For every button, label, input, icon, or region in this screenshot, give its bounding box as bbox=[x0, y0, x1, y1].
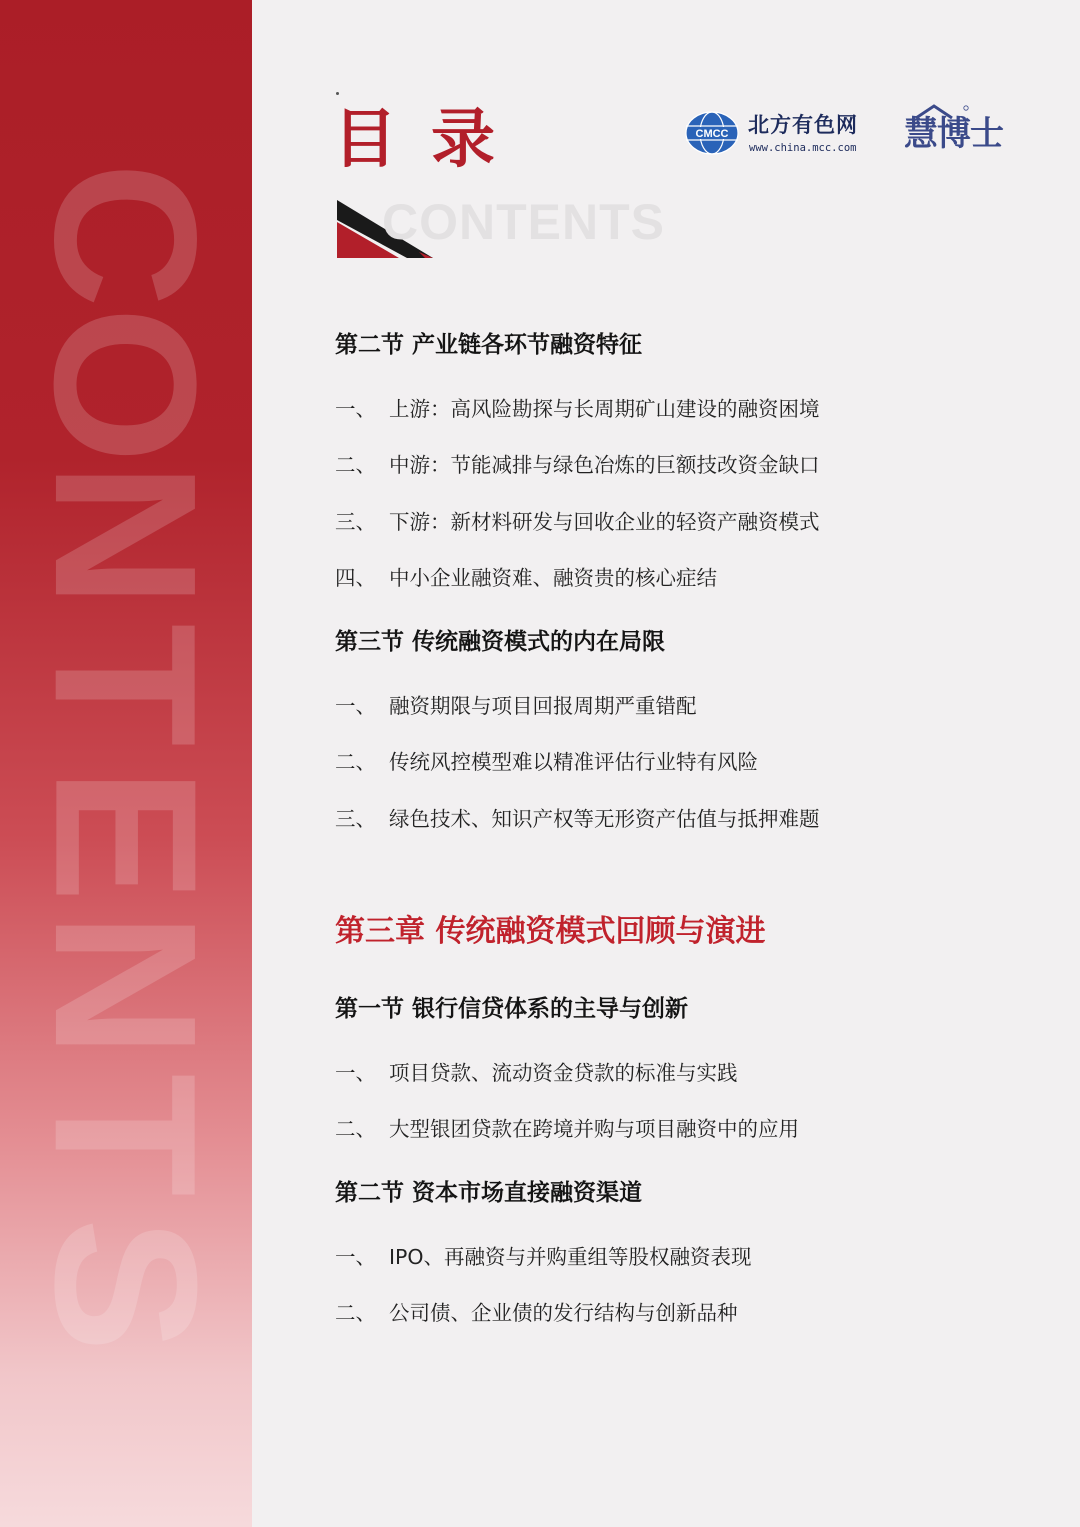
toc-item-text: 公司债、企业债的发行结构与创新品种 bbox=[389, 1301, 738, 1325]
toc-item-text: 中游：节能减排与绿色冶炼的巨额技改资金缺口 bbox=[389, 453, 820, 477]
toc-section-heading[interactable]: 第三节 传统融资模式的内在局限 bbox=[335, 629, 666, 655]
toc-item-number: 三、 bbox=[335, 510, 376, 534]
toc-item-text: 绿色技术、知识产权等无形资产估值与抵押难题 bbox=[389, 807, 820, 831]
huiboshi-logo-text: 慧博士 bbox=[904, 114, 1003, 154]
toc-item[interactable] bbox=[335, 1111, 799, 1147]
toc-item-number: 一、 bbox=[335, 1245, 376, 1269]
cmcc-globe-logo bbox=[684, 110, 740, 156]
contents-subtitle: CONTENTS bbox=[382, 194, 665, 250]
sidebar-letter: S bbox=[12, 1217, 239, 1353]
toc-item[interactable] bbox=[335, 560, 717, 596]
toc-item-number: 一、 bbox=[335, 1061, 376, 1085]
toc-item-number: 一、 bbox=[335, 397, 376, 421]
toc-item-number: 二、 bbox=[335, 750, 376, 774]
toc-item-text: 融资期限与项目回报周期严重错配 bbox=[389, 694, 697, 718]
toc-item-number: 二、 bbox=[335, 1117, 376, 1141]
toc-item[interactable] bbox=[335, 504, 820, 540]
toc-item[interactable] bbox=[335, 447, 820, 483]
toc-item-number: 二、 bbox=[335, 1301, 376, 1325]
toc-item-text: 下游：新材料研发与回收企业的轻资产融资模式 bbox=[389, 510, 820, 534]
toc-item-number: 三、 bbox=[335, 807, 376, 831]
toc-item-text: 传统风控模型难以精准评估行业特有风险 bbox=[389, 750, 758, 774]
toc-chapter-heading[interactable]: 第三章 传统融资模式回顾与演进 bbox=[335, 914, 766, 949]
toc-section-heading[interactable]: 第一节 银行信贷体系的主导与创新 bbox=[335, 996, 689, 1022]
toc-section-heading[interactable]: 第二节 产业链各环节融资特征 bbox=[335, 332, 643, 358]
sidebar-letter: T bbox=[12, 1073, 239, 1197]
sidebar-letter: N bbox=[12, 462, 239, 608]
sidebar-letter: E bbox=[12, 767, 239, 903]
contents-sidebar bbox=[0, 0, 252, 1527]
sidebar-letter: N bbox=[12, 912, 239, 1058]
toc-item[interactable] bbox=[335, 801, 820, 837]
toc-item-text: 中小企业融资难、融资贵的核心症结 bbox=[389, 566, 717, 590]
toc-item[interactable] bbox=[335, 391, 820, 427]
toc-item-text: 大型银团贷款在跨境并购与项目融资中的应用 bbox=[389, 1117, 799, 1141]
toc-section-heading[interactable]: 第二节 资本市场直接融资渠道 bbox=[335, 1180, 643, 1206]
cmcc-mark-text: CMCC bbox=[695, 128, 729, 140]
toc-item-number: 二、 bbox=[335, 453, 376, 477]
sidebar-letter: T bbox=[12, 623, 239, 747]
toc-item-number: 四、 bbox=[335, 566, 376, 590]
toc-item-text: 项目贷款、流动资金贷款的标准与实践 bbox=[389, 1061, 738, 1085]
toc-item[interactable] bbox=[335, 1239, 752, 1275]
sidebar-watermark bbox=[12, 160, 239, 1360]
page-title: 目录 bbox=[333, 103, 529, 177]
sidebar-letter: O bbox=[13, 306, 239, 464]
toc-item-text: IPO、再融资与并购重组等股权融资表现 bbox=[389, 1245, 752, 1269]
sidebar-letter: C bbox=[12, 162, 239, 308]
toc-item[interactable] bbox=[335, 1295, 738, 1331]
toc-item-text: 上游：高风险勘探与长周期矿山建设的融资困境 bbox=[389, 397, 820, 421]
decorative-dot bbox=[336, 92, 339, 95]
cmcc-logo-name: 北方有色网 bbox=[748, 113, 858, 137]
toc-item-number: 一、 bbox=[335, 694, 376, 718]
toc-item[interactable] bbox=[335, 688, 697, 724]
toc-item[interactable] bbox=[335, 1055, 738, 1091]
cmcc-logo-url: www.china.mcc.com bbox=[749, 142, 857, 154]
toc-item[interactable] bbox=[335, 744, 758, 780]
